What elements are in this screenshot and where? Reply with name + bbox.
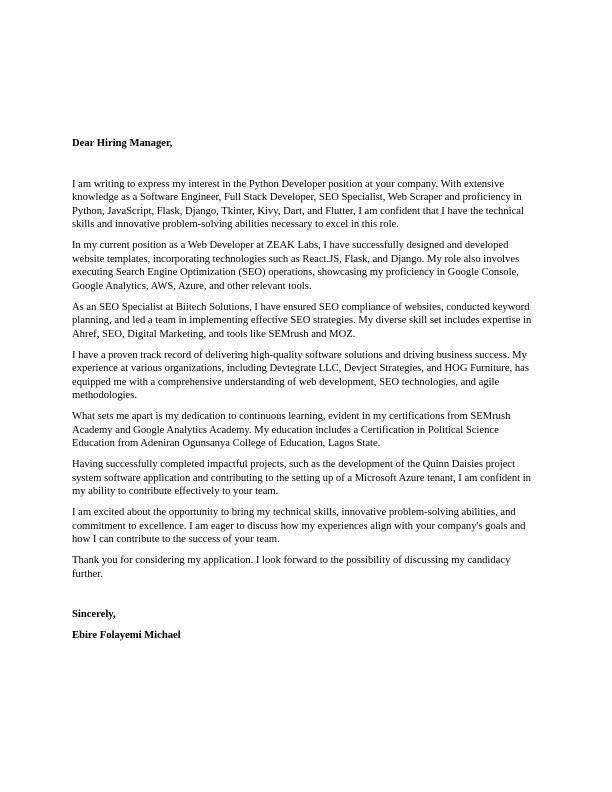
paragraph-thanks: Thank you for considering my application. I look forward to the possibility of discussing my candidacy further.: [72, 555, 511, 580]
paragraph-seo-specialist: As an SEO Specialist at Biitech Solutions, I have ensured SEO compliance of websites, conducted keyword planning, and led a team in implementing effective SEO strategies. My diverse skill set includes expertise in Ahref, SEO, Digital Marketing, and tools like SEMrush and MOZ.: [72, 301, 532, 340]
paragraph-learning: What sets me apart is my dedication to continuous learning, evident in my certifications from SEMrush Academy and Google Analytics Academy. My education includes a Certification in Political Science Education from Adeniran Ogunsanya College of Education, Lagos State.: [72, 411, 511, 450]
paragraph-projects: Having successfully completed impactful projects, such as the development of the Quinn Daisies project system software application and contributing to the setting up of a Microsoft Azure tenant, I am confident in my ability to contribute effectively to your team.: [72, 459, 531, 498]
cover-letter: [72, 137, 542, 643]
paragraph-intro: I am writing to express my interest in the Python Developer position at your company. With extensive knowledge as a Software Engineer, Full Stack Developer, SEO Specialist, Web Scraper and proficiency in Python, JavaScript, Flask, Django, Tkinter, Kivy, Dart, and Flutter, I am confident that I have the technical skills and innovative problem-solving abilities necessary to excel in this role.: [72, 178, 524, 231]
salutation: Dear Hiring Manager,: [72, 138, 173, 149]
closing: Sincerely,: [72, 609, 116, 621]
signature: Ebire Folayemi Michael: [72, 629, 181, 641]
paragraph-current-position: In my current position as a Web Developer at ZEAK Labs, I have successfully designed and developed website templates, incorporating technologies such as React.JS, Flask, and Django. My role also involves executing Search Engine Optimization (SEO) operations, showcasing my proficiency in Google Console, Google Analytics, AWS, Azure, and other relevant tools.: [72, 240, 520, 292]
paragraph-track-record: I have a proven track record of delivering high-quality software solutions and driving business success. My experience at various organizations, including Devtegrate LLC, Devject Strategies, and HOG Furniture, has equipped me with a comprehensive understanding of web development, SEO technologies, and agile methodologies.: [72, 349, 529, 402]
paragraph-excitement: I am excited about the opportunity to bring my technical skills, innovative problem-solving abilities, and commitment to excellence. I am eager to discuss how my experiences align with your company's goals and how I can contribute to the success of your team.: [72, 507, 526, 546]
